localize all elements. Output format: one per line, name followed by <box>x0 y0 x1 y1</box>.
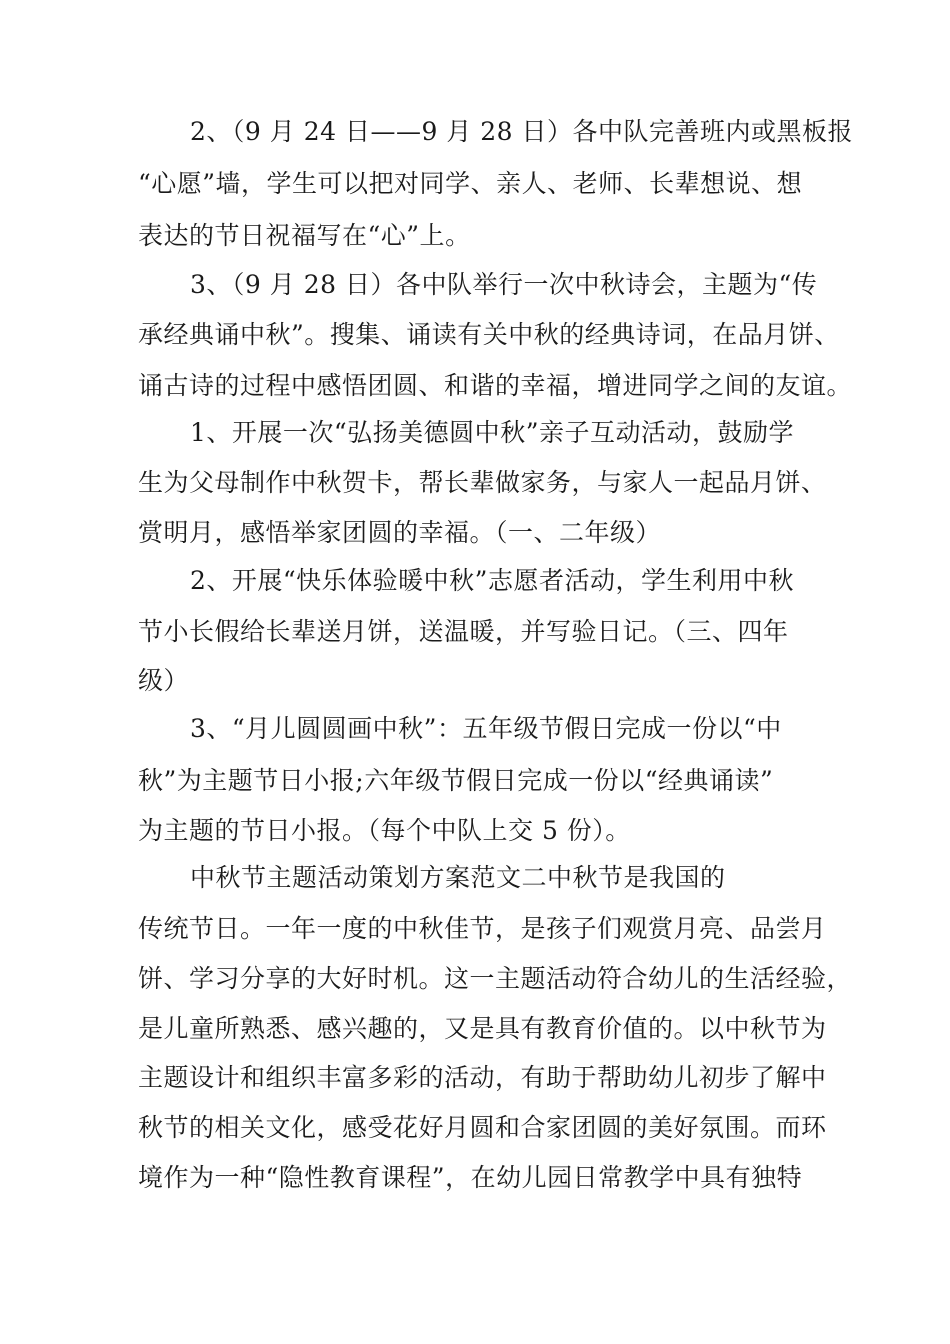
text-line: 饼、学习分享的大好时机。这一主题活动符合幼儿的生活经验， <box>138 964 853 993</box>
text-line: 1、开展一次“弘扬美德圆中秋”亲子互动活动，鼓励学 <box>190 418 794 447</box>
text-line: 2、开展“快乐体验暖中秋”志愿者活动，学生利用中秋 <box>190 566 794 595</box>
text-line: 传统节日。一年一度的中秋佳节，是孩子们观赏月亮、品尝月 <box>138 914 827 943</box>
text-line: 中秋节主题活动策划方案范文二中秋节是我国的 <box>190 863 726 892</box>
text-line: 承经典诵中秋”。搜集、诵读有关中秋的经典诗词，在品月饼、 <box>138 320 840 349</box>
text-line: 境作为一种“隐性教育课程”，在幼儿园日常教学中具有独特 <box>138 1163 803 1192</box>
text-line: “心愿”墙，学生可以把对同学、亲人、老师、长辈想说、想 <box>138 169 803 198</box>
text-line: 2、（9 月 24 日——9 月 28 日）各中队完善班内或黑板报 <box>190 117 854 146</box>
text-line: 诵古诗的过程中感悟团圆、和谐的幸福，增进同学之间的友谊。 <box>138 371 853 400</box>
text-line: 秋节的相关文化，感受花好月圆和合家团圆的美好氛围。而环 <box>138 1113 827 1142</box>
text-line: 3、（9 月 28 日）各中队举行一次中秋诗会，主题为“传 <box>190 270 818 299</box>
text-line: 赏明月，感悟举家团圆的幸福。（一、二年级） <box>138 518 662 547</box>
text-line: 生为父母制作中秋贺卡，帮长辈做家务，与家人一起品月饼、 <box>138 468 827 497</box>
text-line: 节小长假给长辈送月饼，送温暖，并写验日记。（三、四年 <box>138 617 789 646</box>
text-line: 级） <box>138 666 190 695</box>
text-line: 为主题的节日小报。（每个中队上交 5 份）。 <box>138 816 631 845</box>
text-line: 秋”为主题节日小报;六年级节假日完成一份以“经典诵读” <box>138 766 774 795</box>
text-line: 表达的节日祝福写在“心”上。 <box>138 221 471 250</box>
text-line: 主题设计和组织丰富多彩的活动，有助于帮助幼儿初步了解中 <box>138 1063 827 1092</box>
text-line: 3、“月儿圆圆画中秋”：五年级节假日完成一份以“中 <box>190 714 782 743</box>
text-line: 是儿童所熟悉、感兴趣的，又是具有教育价值的。以中秋节为 <box>138 1014 827 1043</box>
